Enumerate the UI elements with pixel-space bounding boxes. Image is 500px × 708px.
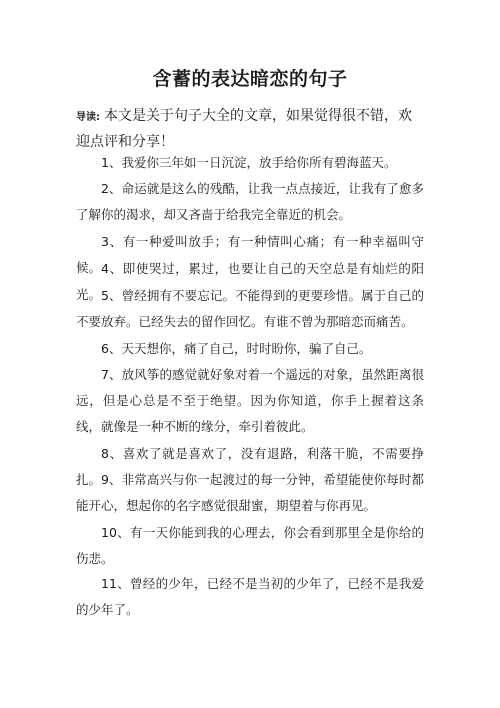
list-item-3: 3、有一种爱叫放手；有一种情叫心痛；有一种幸福叫守候。 bbox=[76, 234, 424, 275]
list-item-6: 6、天天想你，痛了自己，时时盼你，骗了自己。 bbox=[101, 341, 372, 356]
list-item-10: 10、有一天你能到我的心理去，你会看到那里全是你给的伤悲。 bbox=[76, 525, 424, 566]
list-item-8: 8、喜欢了就是喜欢了，没有退路，利落干脆，不需要挣扎。 bbox=[76, 446, 424, 487]
intro-text: 本文是关于句子大全的文章，如果觉得很不错，欢迎点评和分享！ bbox=[76, 108, 412, 150]
document-title: 含蓄的表达暗恋的句子 bbox=[152, 68, 348, 90]
intro-label: 导读: bbox=[76, 112, 100, 123]
intro-paragraph bbox=[76, 104, 424, 155]
list-item-2: 2、命运就是这么的残酷，让我一点点接近，让我有了愈多了解你的渴求，却又吝啬于给我完全靠近的机会。 bbox=[76, 181, 424, 222]
list-item-11: 11、曾经的少年，已经不是当初的少年了，已经不是我爱的少年了。 bbox=[76, 576, 424, 617]
list-item-7: 7、放风筝的感觉就好象对着一个遥远的对象，虽然距离很远，但是心总是不至于绝望。因为你知道，你手上握着这条线，就像是一种不断的缘分，牵引着彼此。 bbox=[76, 367, 424, 434]
list-item-5: 5、曾经拥有不要忘记。不能得到的更要珍惜。属于自己的不要放弃。已经失去的留作回忆。有谁不曾为那暗恋而痛苦。 bbox=[76, 288, 424, 329]
list-item-4: 4、即使哭过，累过，也要让自己的天空总是有灿烂的阳光。 bbox=[76, 261, 424, 302]
list-item-1: 1、我爱你三年如一日沉淀，放手给你所有碧海蓝天。 bbox=[101, 155, 397, 170]
list-item-9: 9、非常高兴与你一起渡过的每一分钟，希望能使你每时都能开心，想起你的名字感觉很甜蜜，期望着与你再见。 bbox=[76, 472, 424, 513]
